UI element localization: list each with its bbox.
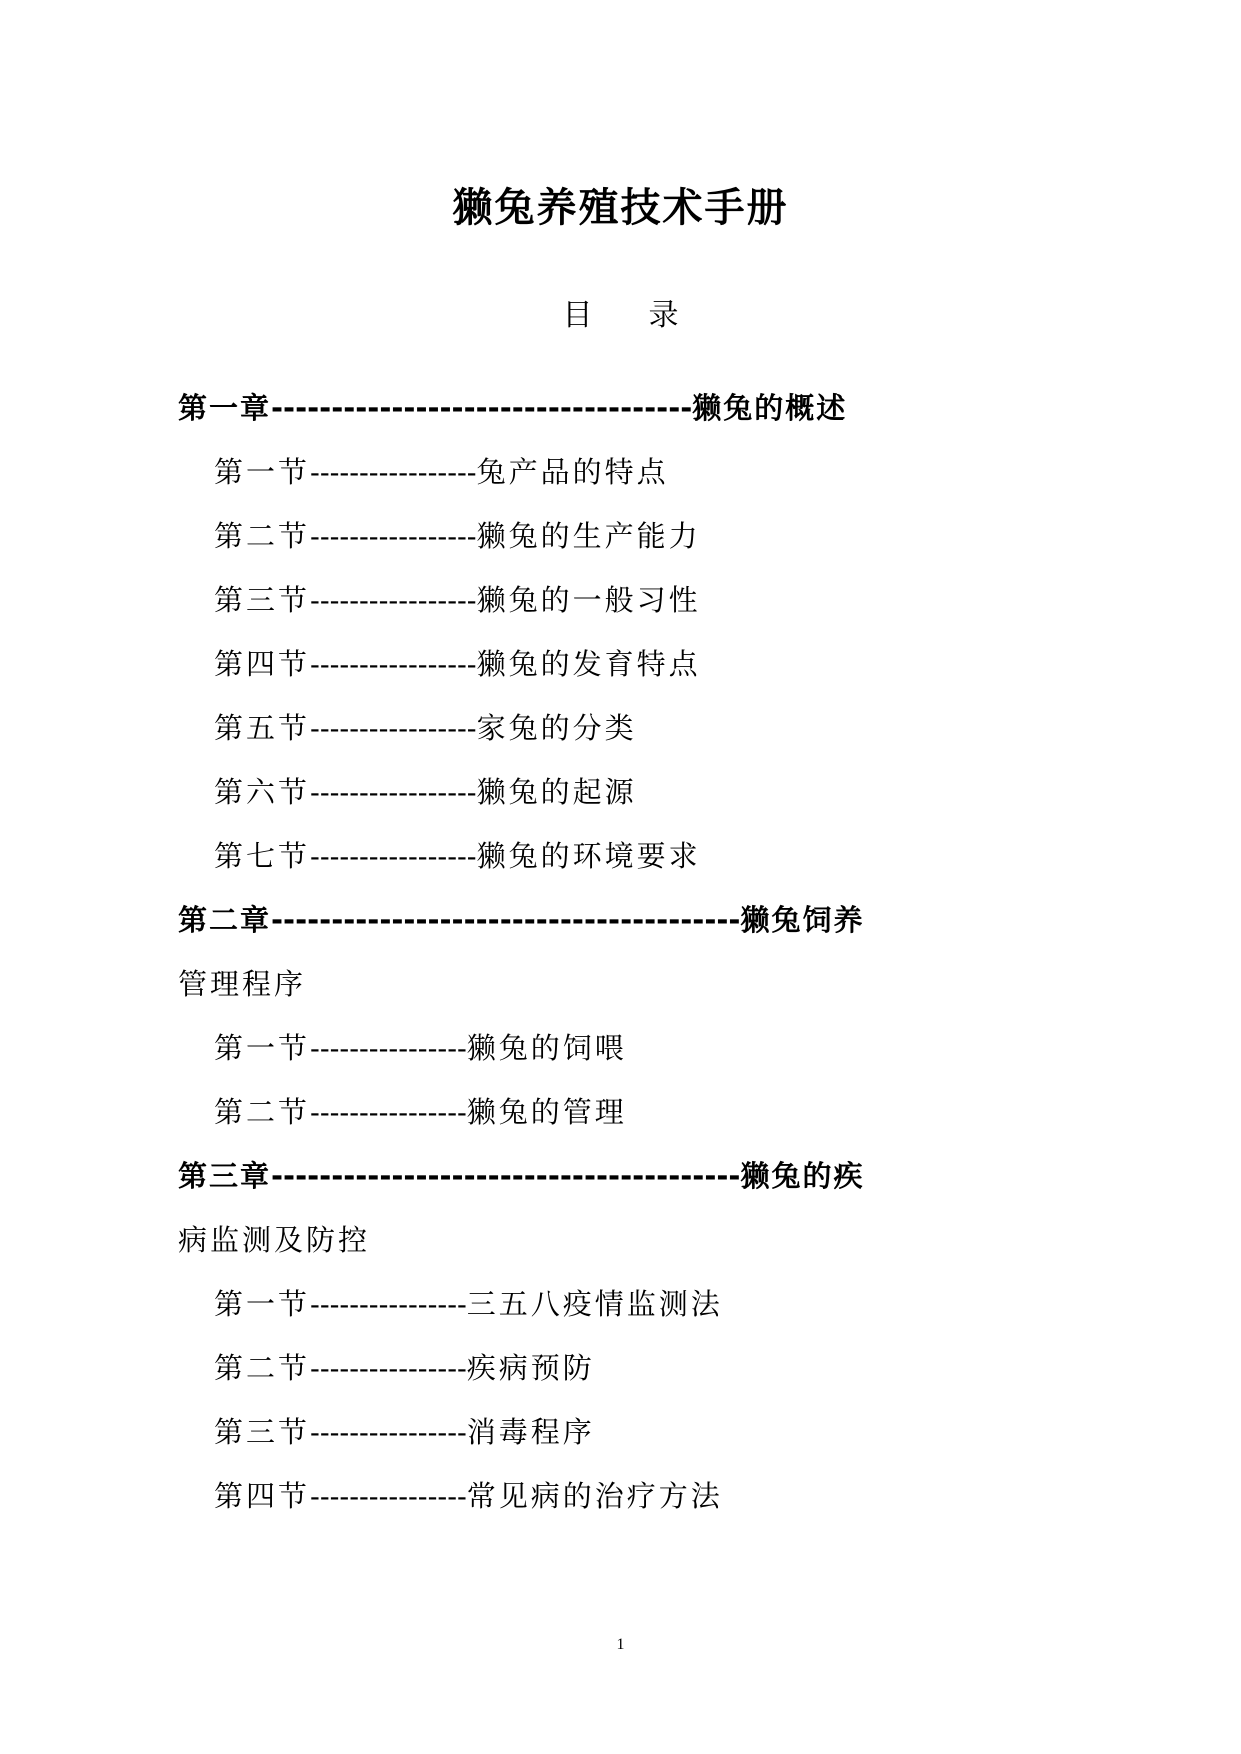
toc-entry-label: 第五节 xyxy=(214,711,311,745)
toc-section-entry[interactable] xyxy=(214,1026,627,1067)
toc-heading-char-2: 录 xyxy=(648,298,679,333)
toc-leader-dashes: ---------------- xyxy=(310,1287,467,1321)
toc-leader-dashes: ----------------------------------- xyxy=(271,391,693,425)
toc-entry-title: 獭兔饲养 xyxy=(740,903,865,937)
toc-entry-title: 獭兔的一般习性 xyxy=(476,583,701,617)
toc-section-entry[interactable] xyxy=(214,770,637,811)
toc-continuation-line[interactable] xyxy=(178,1218,370,1259)
toc-entry-title: 獭兔的饲喂 xyxy=(466,1031,627,1065)
toc-section-entry[interactable] xyxy=(214,1410,595,1451)
toc-entry-label: 第七节 xyxy=(214,839,311,873)
toc-entry-title: 獭兔的生产能力 xyxy=(476,519,701,553)
toc-entry-label: 第四节 xyxy=(214,1479,311,1513)
toc-chapter-entry[interactable] xyxy=(178,1154,864,1195)
toc-section-entry[interactable] xyxy=(214,578,701,619)
toc-entry-label: 第三节 xyxy=(214,583,311,617)
toc-entry-label: 第三节 xyxy=(214,1415,311,1449)
toc-continuation-line[interactable] xyxy=(178,962,306,1003)
toc-leader-dashes: ----------------- xyxy=(310,775,477,809)
toc-chapter-entry[interactable] xyxy=(178,386,847,427)
toc-entry-title: 消毒程序 xyxy=(466,1415,595,1449)
toc-leader-dashes: ----------------- xyxy=(310,647,477,681)
toc-entry-title: 常见病的治疗方法 xyxy=(466,1479,723,1513)
toc-entry-title: 病监测及防控 xyxy=(178,1223,371,1257)
document-title: 獭兔养殖技术手册 xyxy=(452,185,789,231)
toc-leader-dashes: --------------------------------------- xyxy=(271,903,741,937)
toc-section-entry[interactable] xyxy=(214,1282,723,1323)
toc-entry-title: 獭兔的疾 xyxy=(740,1159,865,1193)
toc-entry-title: 兔产品的特点 xyxy=(476,455,669,489)
toc-entry-title: 獭兔的发育特点 xyxy=(476,647,701,681)
toc-section-entry[interactable] xyxy=(214,1090,627,1131)
toc-entry-title: 管理程序 xyxy=(178,967,307,1001)
toc-leader-dashes: ----------------- xyxy=(310,839,477,873)
toc-section-entry[interactable] xyxy=(214,514,701,555)
toc-heading xyxy=(0,290,1241,334)
toc-entry-label: 第一章 xyxy=(178,391,272,425)
toc-leader-dashes: ----------------- xyxy=(310,455,477,489)
toc-entry-label: 第六节 xyxy=(214,775,311,809)
toc-entry-label: 第一节 xyxy=(214,455,311,489)
toc-entry-title: 獭兔的环境要求 xyxy=(476,839,701,873)
toc-entry-label: 第二节 xyxy=(214,1351,311,1385)
toc-entry-label: 第一节 xyxy=(214,1287,311,1321)
toc-entry-label: 第二节 xyxy=(214,1095,311,1129)
toc-leader-dashes: ---------------- xyxy=(310,1031,467,1065)
toc-entry-title: 疾病预防 xyxy=(466,1351,595,1385)
toc-section-entry[interactable] xyxy=(214,1474,723,1515)
toc-leader-dashes: ----------------- xyxy=(310,583,477,617)
toc-entry-label: 第四节 xyxy=(214,647,311,681)
toc-entry-label: 第一节 xyxy=(214,1031,311,1065)
toc-leader-dashes: ----------------- xyxy=(310,519,477,553)
toc-entry-label: 第二章 xyxy=(178,903,272,937)
toc-entry-title: 家兔的分类 xyxy=(476,711,637,745)
toc-leader-dashes: ----------------- xyxy=(310,711,477,745)
toc-heading-char-1: 目 xyxy=(562,298,593,333)
toc-entry-label: 第二节 xyxy=(214,519,311,553)
toc-leader-dashes: ---------------- xyxy=(310,1095,467,1129)
toc-entry-title: 獭兔的管理 xyxy=(466,1095,627,1129)
toc-section-entry[interactable] xyxy=(214,642,701,683)
page-number: 1 xyxy=(616,1636,625,1653)
toc-chapter-entry[interactable] xyxy=(178,898,864,939)
toc-entry-title: 獭兔的起源 xyxy=(476,775,637,809)
toc-leader-dashes: ---------------- xyxy=(310,1351,467,1385)
toc-leader-dashes: --------------------------------------- xyxy=(271,1159,741,1193)
toc-leader-dashes: ---------------- xyxy=(310,1479,467,1513)
toc-entry-title: 獭兔的概述 xyxy=(692,391,848,425)
toc-section-entry[interactable] xyxy=(214,1346,595,1387)
toc-leader-dashes: ---------------- xyxy=(310,1415,467,1449)
toc-entry-title: 三五八疫情监测法 xyxy=(466,1287,723,1321)
toc-section-entry[interactable] xyxy=(214,450,669,491)
toc-section-entry[interactable] xyxy=(214,706,637,747)
toc-section-entry[interactable] xyxy=(214,834,701,875)
toc-entry-label: 第三章 xyxy=(178,1159,272,1193)
